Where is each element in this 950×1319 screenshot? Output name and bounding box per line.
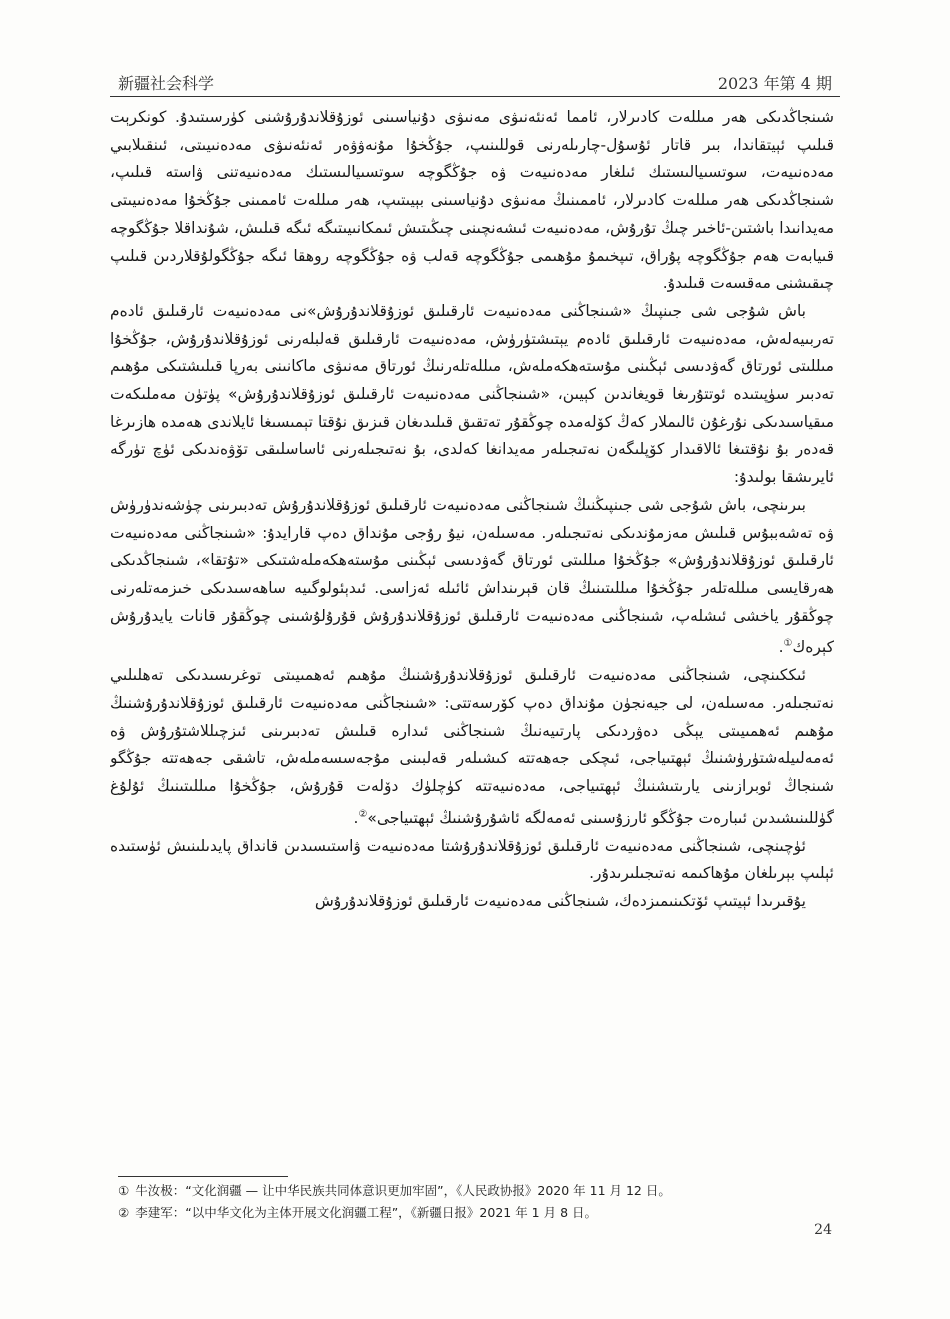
footnote [118,1202,834,1224]
footnote-mark: ① [118,1183,130,1198]
page-number: 24 [814,1222,832,1238]
paragraph: ئۈچىنچى، شىنجاڭنى مەدەنىيەت ئارقىلىق ئوزۇقلاندۇرۇشتا مەدەنىيەت ۋاستىسىدىن قانداق پايدىلىنىش ئۈستىدە ئېلىپ بېرىلغان مۇھاكىمە نەتىجىلىرىدۇر. [110,836,834,883]
paragraph: ئىككىنچى، شىنجاڭنى مەدەنىيەت ئارقىلىق ئوزۇقلاندۇرۇشنىڭ مۇھىم ئەھمىيىتى توغرىسىدىكى تەھلىلىي نەتىجىلەر. مەسىلەن، لى جيەنجۈن مۇنداق دەپ كۆرسەتتى: «شىنجاڭنى مەدەنىيەت ئارقىلىق ئوزۇقلاندۇرۇشنىڭ مۇھىم ئەھمىيىتى يېڭى دەۋردىكى پارتىيەنىڭ شىنجاڭنى ئىدارە قىلىش تەدبىرىنى ئىزچىللاشتۇرۇش ۋە ئەمەلىيلەشتۈرۈشنىڭ ئېھتىياجى، ئىچكى جەھەتتە كىشىلەر قەلبىنى مۇجەسسەملەش، تاشقى جەھەتتە جۇڭگو شىنجاڭ ئوبرازىنى يارىتىشنىڭ ئېھتىياجى، مەدەنىيەتتە كۈچلۈك دۆلەت قۇرۇش، جۇڭخۇا مىللىتىنىڭ ئۇلۇغ گۈللىنىشىدىن ئىبارەت جۇڭگو ئارزۇسىنى ئەمەلگە ئاشۇرۇشنىڭ ئېھتىياجى»②. [110,666,834,827]
issue-label: 2023 年第 4 期 [717,74,832,93]
header-rule [110,96,840,97]
paragraph: باش شۇجى شى جىنپىڭ «شىنجاڭنى مەدەنىيەت ئارقىلىق ئوزۇقلاندۇرۇش»نى مەدەنىيەت ئارقىلىق ئادەم تەربىيەلەش، مەدەنىيەت ئارقىلىق ئادەم يېتىشتۈرۈش، مەدەنىيەت ئارقىلىق قەلبلەرنى ئوزۇقلاندۇرۇش، جۇڭخۇا مىللىتى ئورتاق گەۋدىسى ئېڭىنى مۇستەھكەملەش، مىللەتلەرنىڭ ئورتاق مەنىۋى ماكانىنى بەرپا قىلىشتىكى مۇھىم تەدبىر سۈپىتىدە ئوتتۇرىغا قويغاندىن كېيىن، «شىنجاڭنى مەدەنىيەت ئارقىلىق ئوزۇقلاندۇرۇش» پۈتۈن مەملىكەت مىقياسىدىكى نۇرغۇن ئالىملار كەڭ كۆلەمدە چوڭقۇر تەتقىق قىلىدىغان قىزىق نۇقتا تېمىسىغا ئايلاندى ھەمدە ھازىرغا قەدەر بۇ نۇقتىغا ئالاقىدار كۆپلىگەن نەتىجىلەر مەيدانغا كەلدى، بۇ نەتىجىلەرنى ئاساسلىقى تۆۋەندىكى ئۈچ تۈرگە ئايرىشقا بولىدۇ: [110,301,834,487]
paragraph: بىرىنچى، باش شۇجى شى جىنپىڭنىڭ شىنجاڭنى مەدەنىيەت ئارقىلىق ئوزۇقلاندۇرۇش تەدبىرىنى چۈشەندۈرۈش ۋە تەشەببۇس قىلىش مەزمۇندىكى نەتىجىلەر. مەسىلەن، نيۇ رۇجى مۇنداق دەپ قارايدۇ: «شىنجاڭنى مەدەنىيەت ئارقىلىق ئوزۇقلاندۇرۇش» جۇڭخۇا مىللىتى ئورتاق گەۋدىسى ئېڭىنى مۇستەھكەملەشتىكى «تۇتقا»، شىنجاڭدىكى ھەرقايسى مىللەتلەر جۇڭخۇا مىللىتىنىڭ قان قېرىنداش ئائىلە ئەزاسى. ئىدېئولوگىيە ساھەسىدىكى خىزمەتلەرنى چوڭقۇر ياخشى ئىشلەپ، شىنجاڭنى مەدەنىيەت ئارقىلىق ئوزۇقلاندۇرۇش قۇرۇلۇشىنى چوڭقۇر قانات يايدۇرۇش كېرەك①. [110,495,834,657]
footnote-ref[interactable]: ① [783,638,793,650]
body-text [110,104,834,1144]
footnote [118,1180,834,1202]
journal-title: 新疆社会科学 [118,74,215,93]
footnote-rule [118,1176,288,1177]
footnote-mark: ② [118,1205,130,1220]
footnote-text: 牛汝极：“文化润疆 — 让中华民族共同体意识更加牢固”，《人民政协报》2020 年 11 月 12 日。 [135,1183,671,1198]
paragraph: يۇقىرىدا ئېيتىپ ئۆتكىنىمىزدەك، شىنجاڭنى مەدەنىيەت ئارقىلىق ئوزۇقلاندۇرۇش [314,892,806,910]
footnote-ref[interactable]: ② [358,808,368,820]
footnotes [118,1180,834,1224]
running-header [118,62,832,94]
footnote-text: 李建军：“以中华文化为主体开展文化润疆工程”，《新疆日报》2021 年 1 月 8 日。 [135,1205,598,1220]
paragraph: شىنجاڭدىكى ھەر مىللەت كادىرلار، ئامما ئەنئەنىۋى مەنىۋى دۇنياسىنى ئوزۇقلاندۇرۇشنى كۈرسىتىدۇ. كونكرېت قىلىپ ئېيتقاندا، بىر قاتار ئۇسۇل-چارىلەرنى قوللىنىپ، جۇڭخۇا مۇنەۋۋەر ئەنئەنىۋى مەدەنىيىتى، ئىنقىلابىي مەدەنىيەت، سوتسىيالىستىك ئىلغار مەدەنىيەت ۋە جۇڭگوچە سوتسىيالىستىك مەدەنىيەتنى ۋاستە قىلىپ، شىنجاڭدىكى ھەر مىللەت كادىرلار، ئاممىنىڭ مەنىۋى دۇنياسىنى بېيىتىپ، ھەر مىللەت ئاممىنى جۇڭخۇا مەدەنىيىتى مەيدانىدا باشتىن-ئاخىر چىڭ تۇرۇش، مەدەنىيەت ئىشەنچىنى چىڭىتىش ئىمكانىيىتىگە ئىگە قىلىش، شۇنداقلا جۇڭگوچە قىيابەت ھەم جۇڭگوچە پۇراق، تىپخىمۇ مۇھىمى جۇڭگوچە قەلب ۋە جۇڭگوچە روھقا ئىگە جۇڭگولۇقلاردىن قىلىپ چىقىشنى مەقسەت قىلىدۇ. [110,108,834,293]
